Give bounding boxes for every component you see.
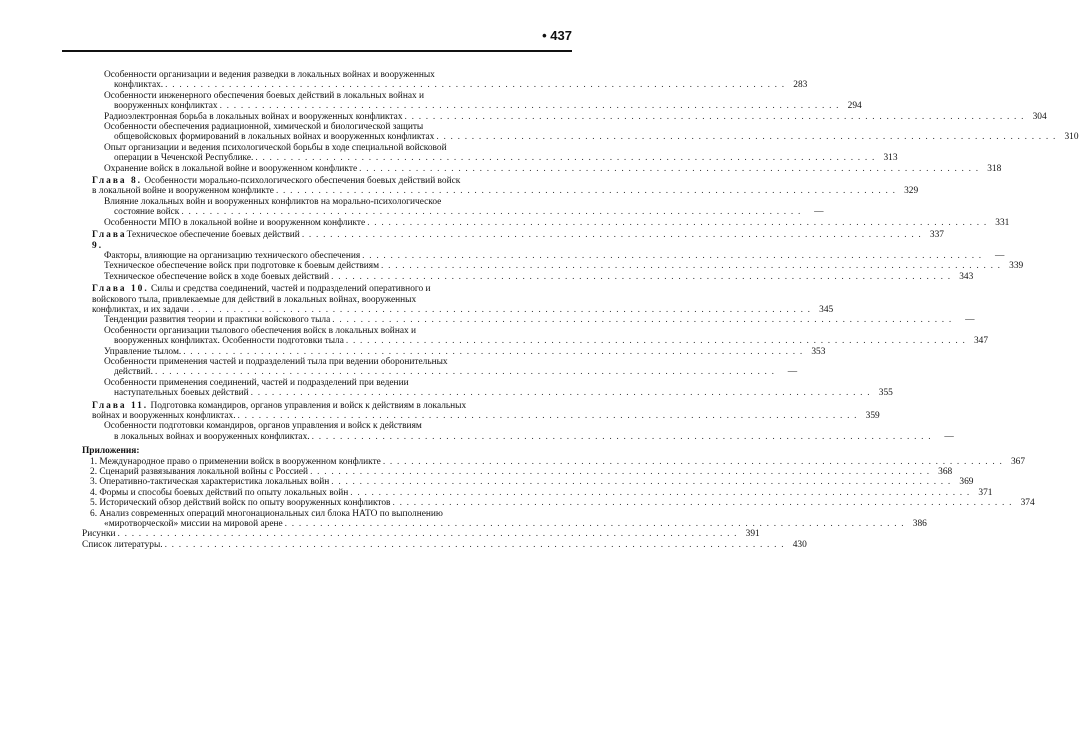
toc-entry-title: 4. Формы и способы боевых действий по опыту локальных войн <box>90 487 349 498</box>
toc-page-number: 283 <box>793 80 808 91</box>
toc-entry <box>82 261 1024 272</box>
toc-entry <box>82 70 808 91</box>
toc-entry-title: войнах и вооруженных конфликтах. <box>92 411 236 421</box>
toc-page-number: — <box>814 207 824 218</box>
toc-entry <box>82 122 1079 143</box>
toc-page-number: 304 <box>1032 111 1047 122</box>
toc-entry-title: Особенности морально-психологического обеспечения боевых действий войск <box>144 176 461 187</box>
toc-page-number: 368 <box>938 467 953 478</box>
toc-entry <box>82 90 862 112</box>
toc-entry-title: Особенности организации тылового обеспечения войск в локальных войнах и <box>104 325 417 336</box>
toc-entry-title: 3. Оперативно-тактическая характеристика локальных войн <box>90 477 330 488</box>
toc-entry-title: Особенности инженерного обеспечения боевых действий в локальных войнах и <box>104 90 425 101</box>
leader-dots: . . . . . . . . . . . . . . . . . . . . . . . . . . . . . . . . . . . . . . . . . . . . . . . . . . . . . . . . . . . . . . . . . . . . . . . . . . . . . . . . . . . . . . . . <box>219 101 840 112</box>
page-header <box>62 28 572 48</box>
toc-page-number: 386 <box>912 519 927 530</box>
leader-dots: . . . . . . . . . . . . . . . . . . . . . . . . . . . . . . . . . . . . . . . . . . . . . . . . . . . . . . . . . . . . . . . . . . . . . . . . . . . . . . . . . . . . . . . . <box>345 336 967 347</box>
toc-entry-title: наступательных боевых действий <box>114 388 249 399</box>
toc-page-number: 371 <box>978 487 993 498</box>
toc-appendix-entry <box>82 508 927 530</box>
toc-entry-title: 1. Международное право о применении войск в вооруженном конфликте <box>90 456 381 467</box>
toc-appendix-heading <box>82 446 526 456</box>
leader-dots: . . . . . . . . . . . . . . . . . . . . . . . . . . . . . . . . . . . . . . . . . . . . . . . . . . . . . . . . . . . . . . . . . . . . . . . . . . . . . . . . . . . . . . . . <box>155 367 776 378</box>
leader-dots: . . . . . . . . . . . . . . . . . . . . . . . . . . . . . . . . . . . . . . . . . . . . . . . . . . . . . . . . . . . . . . . . . . . . . . . . . . . . . . . . . . . . . . . . <box>164 539 785 550</box>
toc-page-number: 337 <box>929 230 944 241</box>
toc-page-number: 347 <box>973 336 989 347</box>
toc-page-number: 353 <box>811 346 826 357</box>
toc-appendix-entry <box>82 498 1035 509</box>
toc-entry <box>82 356 798 378</box>
toc-entry-title: Техническое обеспечение войск в ходе боевых действий <box>104 271 330 282</box>
leader-dots: . . . . . . . . . . . . . . . . . . . . . . . . . . . . . . . . . . . . . . . . . . . . . . . . . . . . . . . . . . . . . . . . . . . . . . . . . . . . . . . . . . . . . . . . <box>183 346 804 357</box>
toc-entry-title: Тенденции развития теории и практики войскового тыла <box>104 315 331 326</box>
toc-page-number: 391 <box>745 529 760 540</box>
toc-entry <box>82 529 760 540</box>
toc-chapter-entry <box>82 400 880 422</box>
leader-dots: . . . . . . . . . . . . . . . . . . . . . . . . . . . . . . . . . . . . . . . . . . . . . . . . . . . . . . . . . . . . . . . . . . . . . . . . . . . . . . . . . . . . . . . . <box>350 487 971 498</box>
toc-entry-title: в локальных войнах и вооруженных конфликтах. <box>114 431 310 442</box>
leader-dots: . . . . . . . . . . . . . . . . . . . . . . . . . . . . . . . . . . . . . . . . . . . . . . . . . . . . . . . . . . . . . . . . . . . . . . . . . . . . . . . . . . . . . . . . <box>181 207 802 218</box>
toc-entry-title: Особенности применения соединений, частей и подразделений при ведении <box>104 377 409 388</box>
toc-entry-title: Влияние локальных войн и вооруженных конфликтов на морально-психологическое <box>104 196 442 207</box>
toc-entry <box>82 315 975 326</box>
leader-dots: . . . . . . . . . . . . . . . . . . . . . . . . . . . . . . . . . . . . . . . . . . . . . . . . . . . . . . . . . . . . . . . . . . . . . . . . . . . . . . . . . . . . . . . . <box>191 304 812 315</box>
toc-entry <box>82 421 954 442</box>
toc-page-number: 329 <box>904 186 919 197</box>
toc-page-number: 367 <box>1010 456 1025 467</box>
chapter-label: Глава 9. <box>92 230 127 251</box>
toc-entry-title: операции в Чеченской Республике. <box>114 153 254 164</box>
toc-entry-title: общевойсковых формирований в локальных войнах и вооруженных конфликтах <box>114 132 435 143</box>
toc-entry <box>82 346 826 357</box>
toc-entry-title: Факторы, влияющие на организацию технического обеспечения <box>104 250 361 261</box>
toc-page-number: 294 <box>847 101 862 112</box>
toc-page-number: 331 <box>995 217 1010 228</box>
toc-entry-title: Техническое обеспечение боевых действий <box>126 230 300 241</box>
chapter-label: Глава 11. <box>92 400 149 411</box>
toc-entry-title: в локальной войне и вооруженном конфликте <box>92 186 274 197</box>
toc-entry-title: 5. Исторический обзор действий войск по опыту вооруженных конфликтов <box>90 498 391 509</box>
leader-dots: . . . . . . . . . . . . . . . . . . . . . . . . . . . . . . . . . . . . . . . . . . . . . . . . . . . . . . . . . . . . . . . . . . . . . . . . . . . . . . . . . . . . . . . . <box>310 467 931 478</box>
leader-dots: . . . . . . . . . . . . . . . . . . . . . . . . . . . . . . . . . . . . . . . . . . . . . . . . . . . . . . . . . . . . . . . . . . . . . . . . . . . . . . . . . . . . . . . . <box>332 315 953 326</box>
toc-entry <box>82 377 893 399</box>
toc-entry <box>82 271 974 282</box>
leader-dots: . . . . . . . . . . . . . . . . . . . . . . . . . . . . . . . . . . . . . . . . . . . . . . . . . . . . . . . . . . . . . . . . . . . . . . . . . . . . . . . . . . . . . . . . <box>255 153 876 164</box>
toc-page-number: — <box>944 431 954 442</box>
toc-entry-title: Особенности организации и ведения разведки в локальных войнах и вооруженных <box>104 70 435 80</box>
toc-entry <box>82 325 989 347</box>
toc-entry-title: вооруженных конфликтах. Особенности подготовки тыла <box>114 336 344 347</box>
toc-appendix-entry <box>82 456 1025 467</box>
toc-entry-title: Подготовка командиров, органов управления и войск к действиям в локальных <box>150 400 467 411</box>
toc-entry-title: действий. <box>114 367 154 378</box>
toc-entry <box>82 142 898 164</box>
toc-entry <box>82 196 824 218</box>
toc-entry-title: Приложения: <box>82 446 140 457</box>
leader-dots: . . . . . . . . . . . . . . . . . . . . . . . . . . . . . . . . . . . . . . . . . . . . . . . . . . . . . . . . . . . . . . . . . . . . . . . . . . . . . . . . . . . . . . . . <box>382 456 1003 467</box>
toc-page-number: 339 <box>1009 261 1024 272</box>
leader-dots: . . . . . . . . . . . . . . . . . . . . . . . . . . . . . . . . . . . . . . . . . . . . . . . . . . . . . . . . . . . . . . . . . . . . . . . . . . . . . . . . . . . . . . . . <box>165 80 786 91</box>
toc-entry-title: Рисунки <box>82 529 116 540</box>
toc-entry-title: состояние войск <box>114 207 180 218</box>
leader-dots: . . . . . . . . . . . . . . . . . . . . . . . . . . . . . . . . . . . . . . . . . . . . . . . . . . . . . . . . . . . . . . . . . . . . . . . . . . . . . . . . . . . . . . . . <box>331 477 952 488</box>
toc-appendix-entry <box>82 487 993 498</box>
toc-page-number: 374 <box>1020 498 1035 509</box>
toc-page-number: 310 <box>1064 132 1079 143</box>
leader-dots: . . . . . . . . . . . . . . . . . . . . . . . . . . . . . . . . . . . . . . . . . . . . . . . . . . . . . . . . . . . . . . . . . . . . . . . . . . . . . . . . . . . . . . . . <box>250 388 871 399</box>
leader-dots: . . . . . . . . . . . . . . . . . . . . . . . . . . . . . . . . . . . . . . . . . . . . . . . . . . . . . . . . . . . . . . . . . . . . . . . . . . . . . . . . . . . . . . . . <box>284 519 905 530</box>
toc-entry-title: Особенности МПО в локальной войне и вооруженном конфликте <box>104 217 366 228</box>
toc-page-number: 345 <box>819 304 834 315</box>
leader-dots: . . . . . . . . . . . . . . . . . . . . . . . . . . . . . . . . . . . . . . . . . . . . . . . . . . . . . . . . . . . . . . . . . . . . . . . . . . . . . . . . . . . . . . . . <box>381 261 1002 272</box>
toc-entry-title: Управление тылом. <box>104 346 182 357</box>
toc-entry-title: Опыт организации и ведения психологической борьбы в ходе специальной войсковой <box>104 142 447 153</box>
toc-entry <box>82 539 807 550</box>
toc-page-number: — <box>994 250 1005 261</box>
leader-dots: . . . . . . . . . . . . . . . . . . . . . . . . . . . . . . . . . . . . . . . . . . . . . . . . . . . . . . . . . . . . . . . . . . . . . . . . . . . . . . . . . . . . . . . . <box>331 271 952 282</box>
leader-dots: . . . . . . . . . . . . . . . . . . . . . . . . . . . . . . . . . . . . . . . . . . . . . . . . . . . . . . . . . . . . . . . . . . . . . . . . . . . . . . . . . . . . . . . . <box>362 250 983 261</box>
toc-entry-title: «миротворческой» миссии на мировой арене <box>104 519 283 530</box>
toc-page-number: 430 <box>792 539 807 550</box>
leader-dots: . . . . . . . . . . . . . . . . . . . . . . . . . . . . . . . . . . . . . . . . . . . . . . . . . . . . . . . . . . . . . . . . . . . . . . . . . . . . . . . . . . . . . . . . <box>117 529 738 540</box>
toc-entry-title: конфликтах. <box>114 80 164 91</box>
toc-entry-title: 6. Анализ современных операций многонациональных сил блока НАТО по выполнению <box>90 508 443 519</box>
leader-dots: . . . . . . . . . . . . . . . . . . . . . . . . . . . . . . . . . . . . . . . . . . . . . . . . . . . . . . . . . . . . . . . . . . . . . . . . . . . . . . . . . . . . . . . . <box>367 217 988 228</box>
toc-page-number: 313 <box>883 153 898 164</box>
chapter-label: Глава 8. <box>92 176 142 187</box>
toc-page-number: 318 <box>987 163 1002 174</box>
leader-dots: . . . . . . . . . . . . . . . . . . . . . . . . . . . . . . . . . . . . . . . . . . . . . . . . . . . . . . . . . . . . . . . . . . . . . . . . . . . . . . . . . . . . . . . . <box>311 431 932 442</box>
toc-page-number: 355 <box>878 388 893 399</box>
toc-entry-title: Особенности подготовки командиров, органов управления и войск к действиям <box>104 421 422 432</box>
leader-dots: . . . . . . . . . . . . . . . . . . . . . . . . . . . . . . . . . . . . . . . . . . . . . . . . . . . . . . . . . . . . . . . . . . . . . . . . . . . . . . . . . . . . . . . . <box>392 498 1013 509</box>
table-of-contents <box>82 70 1079 550</box>
page-number: • 437 <box>542 28 572 43</box>
leader-dots: . . . . . . . . . . . . . . . . . . . . . . . . . . . . . . . . . . . . . . . . . . . . . . . . . . . . . . . . . . . . . . . . . . . . . . . . . . . . . . . . . . . . . . . . <box>301 230 922 241</box>
leader-dots: . . . . . . . . . . . . . . . . . . . . . . . . . . . . . . . . . . . . . . . . . . . . . . . . . . . . . . . . . . . . . . . . . . . . . . . . . . . . . . . . . . . . . . . . <box>404 111 1025 122</box>
toc-chapter-entry <box>82 284 834 315</box>
toc-entry-title: Особенности обеспечения радиационной, химической и биологической защиты <box>104 122 424 133</box>
toc-entry-title: конфликтах, и их задачи <box>92 304 190 315</box>
leader-dots: . . . . . . . . . . . . . . . . . . . . . . . . . . . . . . . . . . . . . . . . . . . . . . . . . . . . . . . . . . . . . . . . . . . . . . . . . . . . . . . . . . . . . . . . <box>237 411 858 421</box>
toc-appendix-entry <box>82 477 974 488</box>
toc-page-number: 359 <box>865 411 880 421</box>
toc-entry <box>82 163 1002 174</box>
toc-entry-title: Охранение войск в локальной войне и вооруженном конфликте <box>104 163 358 174</box>
toc-entry <box>82 250 1005 261</box>
leader-dots: . . . . . . . . . . . . . . . . . . . . . . . . . . . . . . . . . . . . . . . . . . . . . . . . . . . . . . . . . . . . . . . . . . . . . . . . . . . . . . . . . . . . . . . . <box>359 163 980 174</box>
toc-appendix-entry <box>82 467 953 478</box>
header-rule <box>62 50 572 52</box>
toc-entry-title: Особенности применения частей и подразделений тыла при ведении оборонительных <box>104 356 448 367</box>
toc-page-number: — <box>965 315 975 326</box>
leader-dots: . . . . . . . . . . . . . . . . . . . . . . . . . . . . . . . . . . . . . . . . . . . . . . . . . . . . . . . . . . . . . . . . . . . . . . . . . . . . . . . . . . . . . . . . <box>436 132 1057 143</box>
toc-entry-title: Список литературы. <box>82 539 163 550</box>
toc-entry <box>82 111 1047 122</box>
toc-chapter-entry <box>82 176 919 197</box>
leader-dots: . . . . . . . . . . . . . . . . . . . . . . . . . . . . . . . . . . . . . . . . . . . . . . . . . . . . . . . . . . . . . . . . . . . . . . . . . . . . . . . . . . . . . . . . <box>275 186 897 197</box>
toc-entry-title: Техническое обеспечение войск при подготовке к боевым действиям <box>104 261 380 272</box>
toc-entry-title: войскового тыла, привлекаемые для действий в локальных войнах, вооруженных <box>92 294 417 305</box>
toc-page-number: — <box>787 367 798 378</box>
chapter-label: Глава 10. <box>92 284 149 295</box>
toc-entry-title: Радиоэлектронная борьба в локальных войнах и вооруженных конфликтах <box>104 111 403 122</box>
toc-entry-title: 2. Сценарий развязывания локальной войны с Россией <box>90 467 309 478</box>
toc-entry <box>82 217 1010 228</box>
toc-chapter-entry <box>82 230 944 251</box>
toc-page-number: 343 <box>959 271 974 282</box>
toc-page-number: 369 <box>959 477 974 488</box>
toc-entry-title: вооруженных конфликтах <box>114 101 218 112</box>
toc-entry-title: Силы и средства соединений, частей и подразделений оперативного и <box>151 284 431 295</box>
